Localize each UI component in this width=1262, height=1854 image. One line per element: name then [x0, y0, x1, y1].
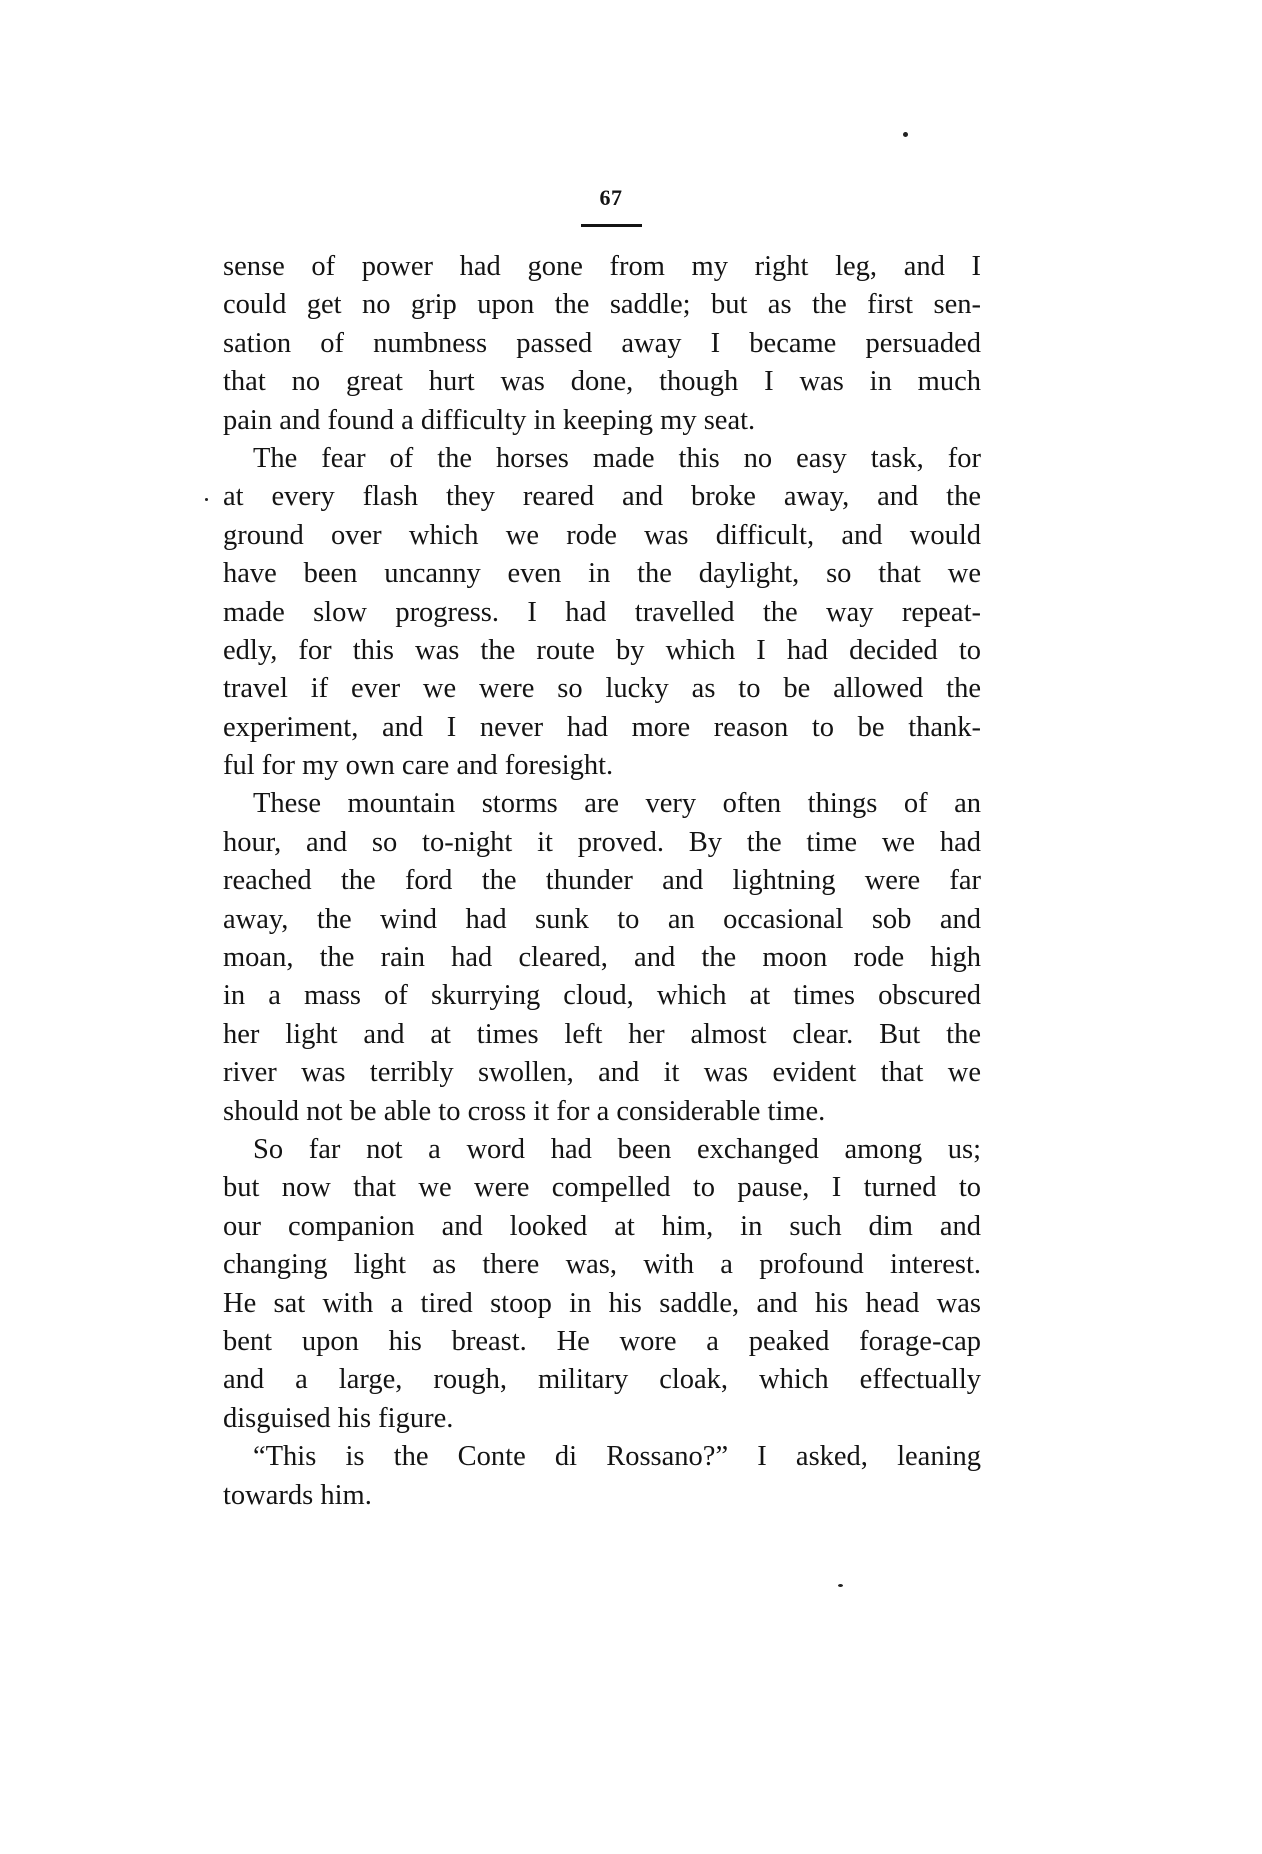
- text-line: He sat with a tired stoop in his saddle, and his head was: [223, 1287, 981, 1319]
- paragraph: [223, 1438, 981, 1515]
- text-line: towards him.: [223, 1479, 372, 1511]
- text-line: river was terribly swollen, and it was evident that we: [223, 1057, 981, 1089]
- text-line: So far not a word had been exchanged among us;: [253, 1133, 981, 1165]
- text-line: at every flash they reared and broke away, and the: [223, 481, 981, 513]
- text-line: in a mass of skurrying cloud, which at times obscured: [223, 980, 981, 1012]
- text-line: moan, the rain had cleared, and the moon rode high: [223, 942, 981, 974]
- text-line: edly, for this was the route by which I had decided to: [223, 634, 981, 666]
- print-speck: [903, 132, 908, 137]
- text-line: “This is the Conte di Rossano?” I asked, leaning: [253, 1441, 981, 1473]
- print-speck: [205, 498, 208, 501]
- text-line: should not be able to cross it for a considerable time.: [223, 1095, 826, 1127]
- paragraph: [223, 1131, 981, 1438]
- text-line: sense of power had gone from my right leg, and I: [223, 251, 981, 282]
- text-line: could get no grip upon the saddle; but as the first sen-: [223, 289, 981, 321]
- text-line: experiment, and I never had more reason to be thank-: [223, 711, 981, 743]
- text-line: away, the wind had sunk to an occasional sob and: [223, 903, 981, 935]
- text-line: changing light as there was, with a profound interest.: [223, 1249, 981, 1281]
- text-line: travel if ever we were so lucky as to be allowed the: [223, 673, 981, 705]
- text-line: that no great hurt was done, though I was in much: [223, 366, 981, 398]
- text-line: sation of numbness passed away I became persuaded: [223, 327, 981, 359]
- text-line: These mountain storms are very often things of an: [253, 788, 981, 820]
- text-line: our companion and looked at him, in such dim and: [223, 1210, 981, 1242]
- page-number-rule: [581, 224, 642, 227]
- text-line: but now that we were compelled to pause, I turned to: [223, 1172, 981, 1204]
- page-number: 67: [599, 185, 623, 210]
- text-line: have been uncanny even in the daylight, so that we: [223, 558, 981, 590]
- text-line: bent upon his breast. He wore a peaked forage-cap: [223, 1325, 981, 1357]
- text-line: ground over which we rode was difficult, and would: [223, 519, 981, 551]
- text-line: disguised his figure.: [223, 1402, 454, 1434]
- body-text: [223, 248, 981, 1515]
- text-line: her light and at times left her almost clear. But the: [223, 1018, 981, 1050]
- text-line: pain and found a difficulty in keeping my seat.: [223, 404, 756, 436]
- text-line: hour, and so to-night it proved. By the time we had: [223, 826, 981, 858]
- text-line: reached the ford the thunder and lightning were far: [223, 865, 981, 897]
- text-line: ful for my own care and foresight.: [223, 750, 614, 782]
- text-line: made slow progress. I had travelled the way repeat-: [223, 596, 981, 628]
- paragraph: [223, 440, 981, 786]
- text-line: The fear of the horses made this no easy task, for: [253, 442, 981, 474]
- paragraph: [223, 248, 981, 440]
- paragraph: [223, 785, 981, 1131]
- text-line: and a large, rough, military cloak, which effectually: [223, 1364, 981, 1396]
- print-speck: [838, 1584, 843, 1587]
